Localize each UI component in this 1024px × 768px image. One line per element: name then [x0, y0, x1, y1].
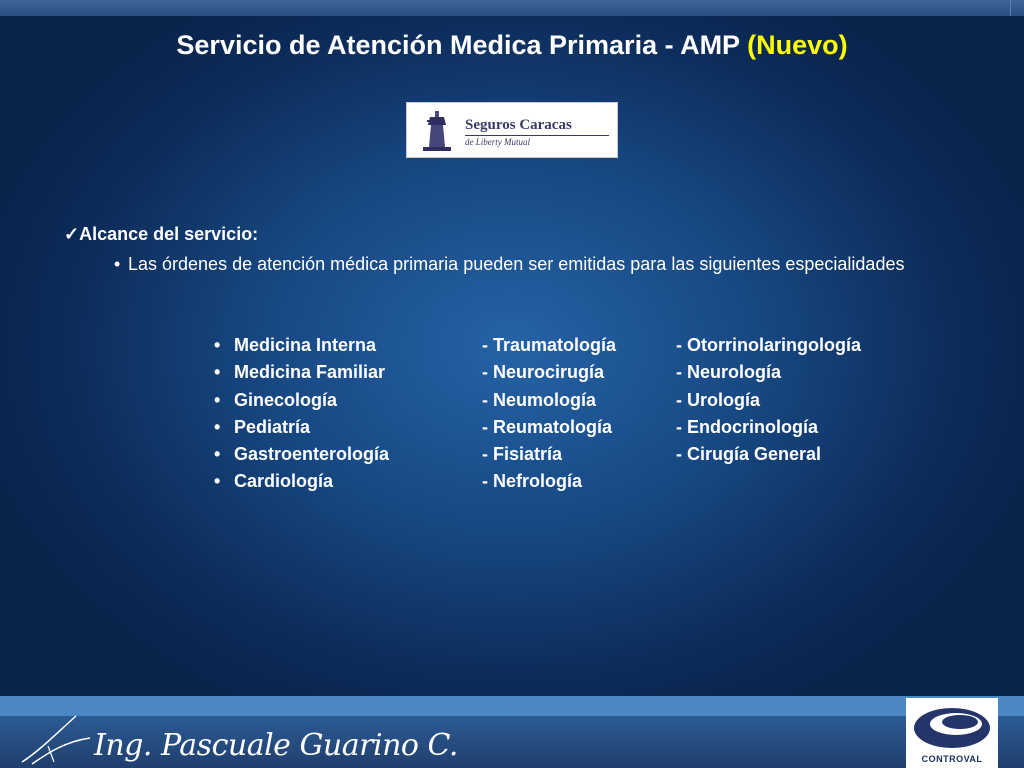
footer-band: [0, 696, 1024, 716]
specialty-item: [676, 387, 861, 414]
specialty-item: [676, 414, 861, 441]
top-bar: [0, 0, 1024, 16]
logo-subtitle: de Liberty Mutual: [465, 137, 530, 147]
specialty-item: [482, 441, 616, 468]
bullet-icon: •: [214, 335, 221, 355]
controval-emblem-icon: [910, 702, 994, 754]
scope-label: Alcance del servicio:: [79, 224, 259, 244]
specialty-label: - Neurología: [676, 362, 782, 383]
specialty-label: - Fisiatría: [482, 444, 563, 465]
specialty-label: - Cirugía General: [676, 444, 822, 465]
specialties-column-1: [214, 332, 389, 496]
specialty-label: - Nefrología: [482, 471, 583, 492]
bullet-icon: •: [214, 444, 221, 465]
specialty-label: - Otorrinolaringología: [676, 335, 861, 355]
specialty-item: [482, 332, 616, 359]
specialties-column-2: [482, 332, 616, 496]
bullet-icon: •: [114, 254, 121, 274]
specialty-item: [214, 332, 389, 359]
scope-paragraph-text: Las órdenes de atención médica primaria pueden ser emitidas para las siguientes especialidades: [128, 254, 905, 274]
specialty-label: - Neurocirugía: [482, 362, 605, 383]
bullet-icon: •: [214, 362, 221, 383]
specialty-label: - Endocrinología: [676, 416, 818, 437]
bullet-icon: •: [214, 389, 221, 410]
specialty-label: Medicina Familiar: [234, 362, 386, 383]
specialty-label: - Neumología: [482, 389, 597, 410]
specialty-item: [214, 387, 389, 414]
specialty-item: [676, 332, 861, 359]
top-bar-segment: [0, 0, 1011, 16]
logo-rule: [465, 135, 609, 136]
bullet-icon: •: [214, 471, 221, 492]
logo-name: Seguros Caracas: [465, 117, 572, 133]
specialty-label: Medicina Interna: [234, 335, 377, 355]
specialty-label: Pediatría: [234, 416, 311, 437]
scope-paragraph: [114, 250, 994, 278]
specialty-item: [214, 414, 389, 441]
specialty-label: - Reumatología: [482, 416, 613, 437]
specialty-item: [482, 468, 616, 495]
specialty-item: [214, 468, 389, 495]
statue-of-liberty-icon: [415, 107, 459, 153]
checkmark-icon: ✓: [64, 224, 80, 244]
signature-flourish-icon: [18, 712, 94, 768]
specialty-label: - Traumatología: [482, 335, 617, 355]
seguros-caracas-logo: [406, 102, 618, 158]
specialty-label: Cardiología: [234, 471, 334, 492]
slide-title-text: Servicio de Atención Medica Primaria - AMP: [176, 30, 748, 60]
specialty-item: [482, 387, 616, 414]
bullet-icon: •: [214, 416, 221, 437]
specialty-label: Ginecología: [234, 389, 338, 410]
slide-title-highlight: (Nuevo): [747, 30, 848, 60]
specialty-item: [676, 441, 861, 468]
specialty-item: [214, 359, 389, 386]
slide-title: [0, 30, 1024, 61]
specialty-item: [482, 414, 616, 441]
specialty-item: [676, 359, 861, 386]
scope-heading: [64, 224, 258, 245]
specialty-item: [482, 359, 616, 386]
specialty-label: - Urología: [676, 389, 760, 410]
brand-name: CONTROVAL: [921, 754, 983, 764]
specialties-column-3: [676, 332, 861, 468]
specialty-item: [214, 441, 389, 468]
specialty-label: Gastroenterología: [234, 444, 390, 465]
signature-text: Ing. Pascuale Guarino C.: [94, 728, 458, 763]
controval-logo: [906, 698, 998, 768]
